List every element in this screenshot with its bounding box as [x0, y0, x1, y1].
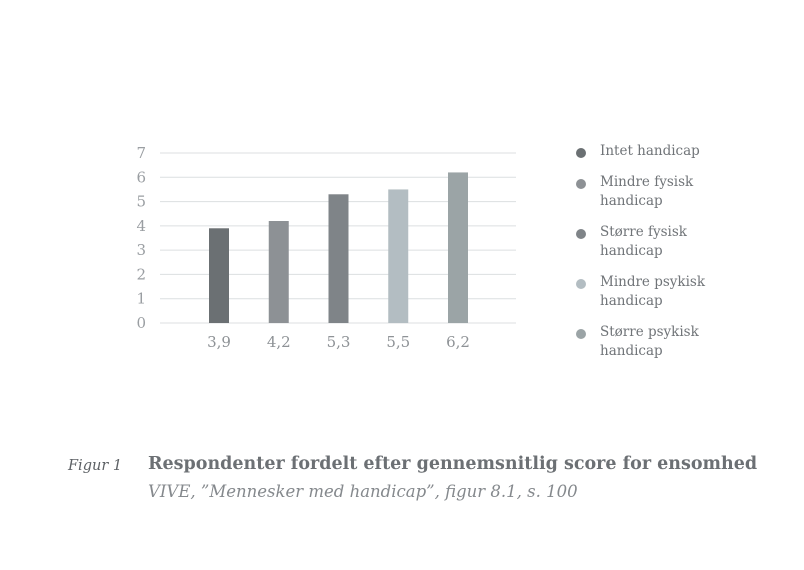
y-tick-label: 5: [136, 192, 146, 211]
figure-label: Figur 1: [68, 458, 123, 474]
y-tick-label: 6: [136, 168, 146, 187]
x-tick-label: 4,2: [266, 333, 291, 351]
legend-swatch: [576, 179, 586, 189]
bar: [388, 189, 408, 323]
legend-label: Intet handicap: [600, 143, 700, 159]
bars: [209, 172, 468, 323]
y-axis-ticks: [136, 144, 146, 332]
bar: [329, 194, 349, 323]
legend-item: [576, 173, 796, 211]
legend-swatch: [576, 148, 586, 158]
bar-chart: [0, 0, 560, 380]
y-tick-label: 2: [136, 265, 146, 284]
figure-source: VIVE, ”Mennesker med handicap”, figur 8.1, s. 100: [148, 482, 578, 501]
x-tick-label: 5,5: [386, 333, 411, 351]
bar: [269, 221, 289, 323]
x-tick-label: 3,9: [207, 333, 231, 351]
legend-swatch: [576, 229, 586, 239]
legend-label: Større fysisk handicap: [600, 224, 687, 259]
legend-swatch: [576, 279, 586, 289]
y-tick-label: 0: [136, 314, 146, 332]
bar: [448, 172, 468, 323]
legend-swatch: [576, 329, 586, 339]
legend-item: [576, 142, 796, 161]
legend: [576, 142, 796, 373]
y-tick-label: 1: [136, 289, 146, 308]
x-tick-label: 6,2: [446, 333, 470, 351]
legend-label: Større psykisk handicap: [600, 324, 699, 359]
legend-label: Mindre psykisk handicap: [600, 274, 706, 309]
figure-title: Respondenter fordelt efter gennemsnitlig score for ensomhed: [148, 454, 758, 474]
bar: [209, 228, 229, 323]
legend-item: [576, 273, 796, 311]
y-tick-label: 4: [136, 216, 146, 235]
legend-item: [576, 223, 796, 261]
legend-label: Mindre fysisk handicap: [600, 174, 694, 209]
x-tick-label: 5,3: [326, 333, 351, 351]
legend-item: [576, 323, 796, 361]
y-tick-label: 3: [136, 241, 146, 260]
y-tick-label: 7: [136, 144, 146, 162]
x-axis-labels: [207, 333, 470, 351]
